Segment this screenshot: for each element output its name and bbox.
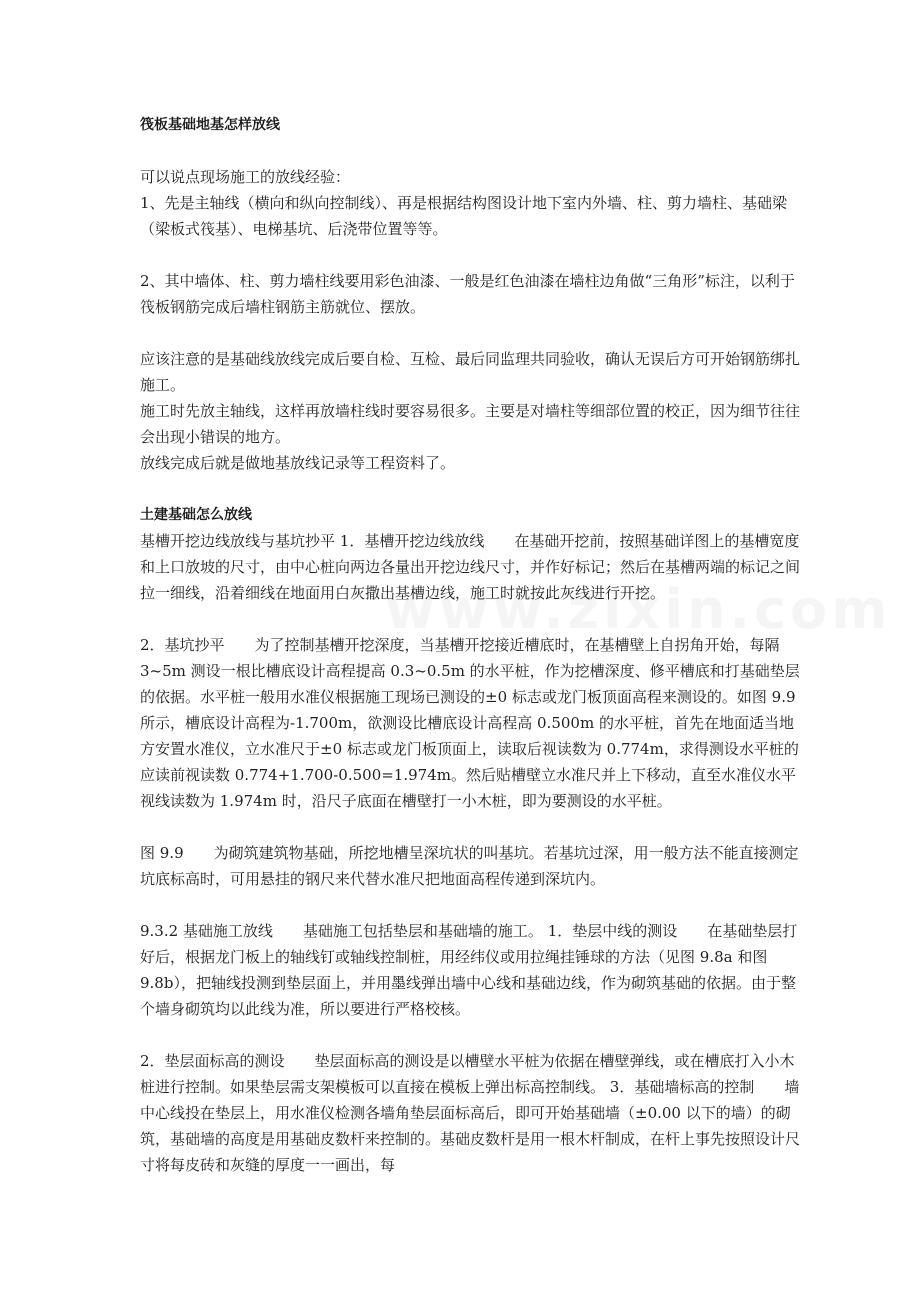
spacer bbox=[140, 476, 800, 502]
spacer bbox=[140, 606, 800, 632]
paragraph-9: 9.3.2 基础施工放线 基础施工包括垫层和基础墙的施工。 1．垫层中线的测设 在基础垫层打好后，根据龙门板上的轴线钉或轴线控制桩，用经纬仪或用拉绳挂锤球的方法（见图 9.8a 和图 9.8b），把轴线投测到垫层面上，并用墨线弹出墙中心线和基础边线，作为砌筑基础的依据。由于整个墙身砌筑均以此线为准，所以要进行严格校核。 bbox=[140, 922, 798, 1018]
paragraph-1: 1、先是主轴线（横向和纵向控制线）、再是根据结构图设计地下室内外墙、柱、剪力墙柱、基础梁（梁板式筏基）、电梯基坑、后浇带位置等等。 bbox=[140, 194, 788, 238]
paragraph-8: 图 9.9 为砌筑建筑物基础，所挖地槽呈深坑状的叫基坑。若基坑过深，用一般方法不能直接测定坑底标高时，可用悬挂的钢尺来代替水准尺把地面高程传递到深坑内。 bbox=[140, 844, 799, 888]
paragraph-3: 应该注意的是基础线放线完成后要自检、互检、最后同监理共同验收，确认无误后方可开始钢筋绑扎施工。 bbox=[140, 350, 801, 394]
spacer bbox=[140, 320, 800, 346]
paragraph-intro: 可以说点现场施工的放线经验： bbox=[140, 168, 351, 186]
paragraph-2: 2、其中墙体、柱、剪力墙柱线要用彩色油漆、一般是红色油漆在墙柱边角做“三角形”标注，以利于筏板钢筋完成后墙柱钢筋主筋就位、摆放。 bbox=[140, 272, 795, 316]
paragraph-5: 放线完成后就是做地基放线记录等工程资料了。 bbox=[140, 454, 456, 472]
paragraph-7: 2．基坑抄平 为了控制基槽开挖深度，当基槽开挖接近槽底时，在基槽壁上自拐角开始，每隔 3~5m 测设一根比槽底设计高程提高 0.3~0.5m 的水平桩，作为挖槽深度、修平槽底和打基础垫层的依据。水平桩一般用水准仪根据施工现场已测设的±0 标志或龙门板顶面高程来测设的。如图 9.9 所示，槽底设计高程为-1.700m，欲测设比槽底设计高程高 0.500m 的水平桩，首先在地面适当地方安置水准仪，立水准尺于±0 标志或龙门板顶面上，读取后视读数为 0.774m，求得测设水平桩的应读前视读数 0.774+1.700-0.500=1.974m。然后贴槽壁立水准尺并上下移动，直至水准仪水平视线读数为 1.974m 时，沿尺子底面在槽壁打一小木桩，即为要测设的水平桩。 bbox=[140, 636, 800, 810]
paragraph-10: 2．垫层面标高的测设 垫层面标高的测设是以槽壁水平桩为依据在槽壁弹线，或在槽底打入小木桩进行控制。如果垫层需支架模板可以直接在模板上弹出标高控制线。 3．基础墙标高的控制 墙中心线投在垫层上，用水准仪检测各墙角垫层面标高后，即可开始基础墙（±0.00 以下的墙）的砌筑，基础墙的高度是用基础皮数杆来控制的。基础皮数杆是用一根木杆制成，在杆上事先按照设计尺寸将每皮砖和灰缝的厚度一一画出，每 bbox=[140, 1052, 801, 1174]
spacer bbox=[140, 242, 800, 268]
spacer bbox=[140, 1022, 800, 1048]
document-body bbox=[140, 112, 800, 1178]
spacer bbox=[140, 814, 800, 840]
paragraph-4: 施工时先放主轴线，这样再放墙柱线时要容易很多。主要是对墙柱等细部位置的校正，因为细节往往会出现小错误的地方。 bbox=[140, 402, 801, 446]
section-title-raft-foundation: 筏板基础地基怎样放线 bbox=[140, 117, 280, 133]
spacer bbox=[140, 138, 800, 164]
paragraph-6: 基槽开挖边线放线与基坑抄平 1．基槽开挖边线放线 在基础开挖前，按照基础详图上的基槽宽度和上口放坡的尺寸，由中心桩向两边各量出开挖边线尺寸，并作好标记；然后在基槽两端的标记之间拉一细线，沿着细线在地面用白灰撒出基槽边线，施工时就按此灰线进行开挖。 bbox=[140, 532, 801, 602]
spacer bbox=[140, 892, 800, 918]
section-title-civil-foundation: 土建基础怎么放线 bbox=[140, 507, 252, 523]
